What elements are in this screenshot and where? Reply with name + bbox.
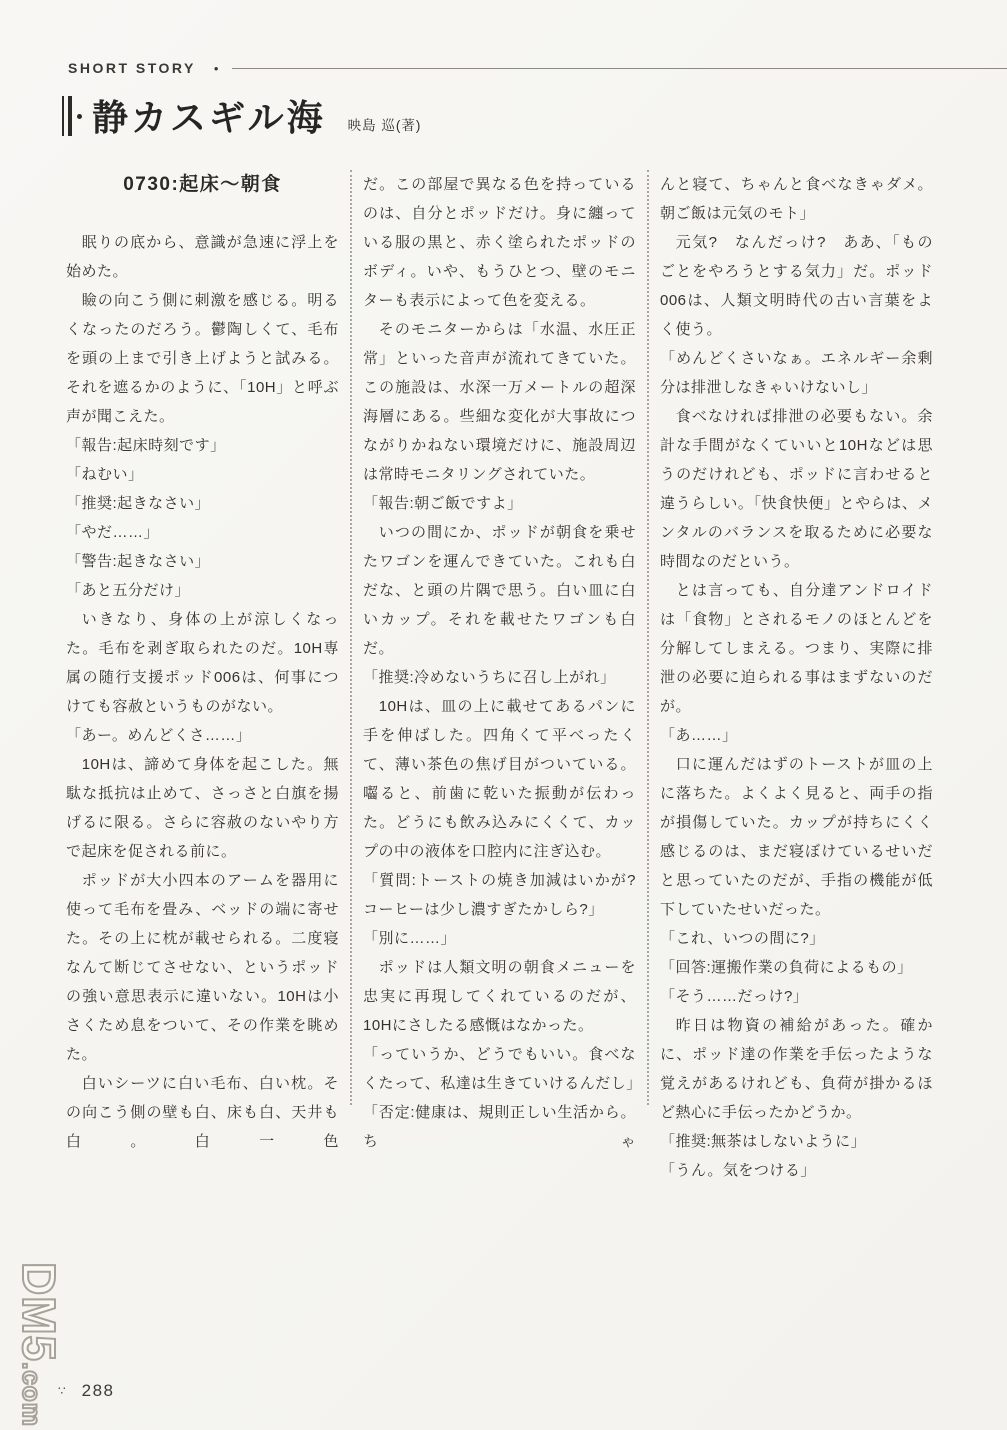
story-paragraph: 「これ、いつの間に?」 [660, 930, 825, 947]
story-paragraph: ポッドは人類文明の朝食メニューを忠実に再現してくれているのだが、10Hにさしたる感慨はなかった。 [363, 959, 636, 1034]
story-paragraph: 10Hは、諦めて身体を起こした。無駄な抵抗は止めて、さっさと白旗を揚げるに限る。さらに容赦のないやり方で起床を促される前に。 [66, 756, 339, 860]
story-title: 静カスギル海 [92, 97, 326, 139]
story-paragraph: 「やだ……」 [66, 524, 160, 541]
watermark-suffix: .com [17, 1362, 47, 1427]
story-paragraph: 元気? なんだっけ? ああ、「ものごとをやろうとする気力」だ。ポッド006は、人類文明時代の古い言葉をよく使う。 [660, 234, 933, 338]
page-number: 288 [81, 1381, 115, 1400]
story-paragraph: そのモニターからは「水温、水圧正常」といった音声が流れてきていた。この施設は、水深一万メートルの超深海層にある。些細な変化が大事故につながりかねない環境だけに、施設周辺は常時モニタリングされていた。 [363, 321, 636, 483]
story-paragraph: 「警告:起きなさい」 [66, 553, 211, 570]
author-credit: 映島 巡(著) [347, 118, 422, 133]
story-paragraph: 「回答:運搬作業の負荷によるもの」 [660, 959, 913, 976]
story-paragraph: 白いシーツに白い毛布、白い枕。その向こう側の壁も白、床も白、天井も白。白一色 [66, 1075, 339, 1150]
story-paragraph: いつの間にか、ポッドが朝食を乗せたワゴンを運んできていた。これも白だな、と頭の片隅で思う。白い皿に白いカップ。それを載せたワゴンも白だ。 [363, 524, 636, 657]
story-paragraph: 10Hは、皿の上に載せてあるパンに手を伸ばした。四角くて平べったくて、薄い茶色の焦げ目がついている。囓ると、前歯に乾いた振動が伝わった。どうにも飲み込みにくくて、カップの中の液体を口腔内に注ぎ込む。 [363, 698, 636, 860]
watermark-main: DM5 [13, 1262, 65, 1363]
footer-dots-icon: ∵ [58, 1384, 66, 1398]
section-kicker: SHORT STORY [68, 60, 196, 76]
story-paragraph: 「うん。気をつける」 [660, 1162, 816, 1179]
watermark [13, 1262, 65, 1427]
story-paragraph: 「めんどくさいなぁ。エネルギー余剰分は排泄しなきゃいけないし」 [660, 350, 933, 396]
story-paragraph: いきなり、身体の上が涼しくなった。毛布を剥ぎ取られたのだ。10H専属の随行支援ポッド006は、何事につけても容赦というものがない。 [66, 611, 339, 715]
story-paragraph: 「報告:朝ご飯ですよ」 [363, 495, 523, 512]
story-paragraph: 食べなければ排泄の必要もない。余計な手間がなくていいと10Hなどは思うのだけれども、ポッドに言わせると違うらしい。「快食快便」とやらは、メンタルのバランスを取るために必要な時間なのだという。 [660, 408, 933, 570]
story-paragraph: 「推奨:無茶はしないように」 [660, 1133, 867, 1150]
section-heading: 0730:起床〜朝食 [123, 174, 282, 195]
kicker-bullet-icon: • [213, 60, 219, 76]
story-paragraph: ポッドが大小四本のアームを器用に使って毛布を畳み、ベッドの端に寄せた。その上に枕が載せられる。二度寝なんて断じてさせない、というポッドの強い意思表示に違いない。10Hは小さくため息をついて、その作業を眺めた。 [66, 872, 339, 1063]
story-paragraph: 「あー。めんどくさ……」 [66, 727, 252, 744]
story-paragraph: 「ねむい」 [66, 466, 144, 483]
page-footer [58, 1381, 115, 1401]
title-block [62, 94, 421, 138]
story-paragraph: 「っていうか、どうでもいい。食べなくたって、私達は生きていけるんだし」 [363, 1046, 642, 1092]
story-paragraph: 「否定:健康は、規則正しい生活から。ちゃ [363, 1104, 636, 1150]
story-column-2 [363, 170, 652, 1185]
story-columns [66, 170, 937, 1185]
story-paragraph: 瞼の向こう側に刺激を感じる。明るくなったのだろう。鬱陶しくて、毛布を頭の上まで引き上げようと試みる。それを遮るかのように、「10H」と呼ぶ声が聞こえた。 [66, 292, 339, 425]
story-column-2-body [363, 170, 652, 1156]
story-paragraph: 「推奨:起きなさい」 [66, 495, 211, 512]
story-paragraph: 眠りの底から、意識が急速に浮上を始めた。 [66, 234, 339, 280]
title-ornament-icon [62, 94, 82, 138]
story-paragraph: 「質問:トーストの焼き加減はいかが? コーヒーは少し濃すぎたかしら?」 [363, 872, 652, 918]
story-paragraph: んと寝て、ちゃんと食べなきゃダメ。朝ご飯は元気のモト」 [660, 176, 933, 222]
story-column-1 [66, 170, 339, 1185]
story-paragraph: 「そう……だっけ?」 [660, 988, 809, 1005]
story-paragraph: 昨日は物資の補給があった。確かに、ポッド達の作業を手伝ったような覚えがあるけれども、負荷が掛かるほど熱心に手伝ったかどうか。 [660, 1017, 933, 1121]
story-column-3 [660, 170, 933, 1185]
column-separator [350, 170, 352, 1105]
story-paragraph: 「あと五分だけ」 [66, 582, 191, 599]
story-column-3-body [660, 170, 933, 1185]
header-rule [232, 68, 1007, 69]
story-paragraph: 「推奨:冷めないうちに召し上がれ」 [363, 669, 616, 686]
story-paragraph: 口に運んだはずのトーストが皿の上に落ちた。よくよく見ると、両手の指が損傷していた。カップが持ちにくく感じるのは、まだ寝ぼけているせいだと思っていたのだが、手指の機能が低下していたせいだった。 [660, 756, 933, 918]
story-paragraph: だ。この部屋で異なる色を持っているのは、自分とポッドだけ。身に纏っている服の黒と、赤く塗られたポッドのボディ。いや、もうひとつ、壁のモニターも表示によって色を変える。 [363, 176, 636, 309]
story-paragraph: 「報告:起床時刻です」 [66, 437, 226, 454]
story-column-1-body [66, 228, 339, 1156]
story-paragraph: とは言っても、自分達アンドロイドは「食物」とされるモノのほとんどを分解してしまえる。つまり、実際に排泄の必要に迫られる事はまずないのだが。 [660, 582, 933, 715]
story-paragraph: 「あ……」 [660, 727, 738, 744]
column-separator [647, 170, 649, 1105]
page-header [68, 60, 1007, 76]
story-paragraph: 「別に……」 [363, 930, 457, 947]
